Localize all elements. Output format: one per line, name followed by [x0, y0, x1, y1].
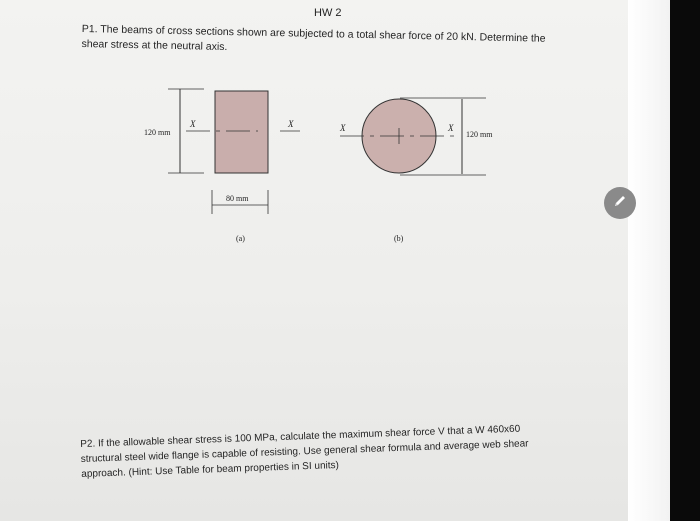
- homework-title: HW 2: [314, 7, 342, 19]
- edit-button[interactable]: [604, 187, 636, 219]
- rectangular-cross-section: [215, 91, 268, 173]
- rect-axis-label-right: X: [288, 119, 294, 129]
- rect-axis-label-left: X: [190, 119, 196, 129]
- problem-2-text: P2. If the allowable shear stress is 100 MPa, calculate the maximum shear force V that a W 460x60 structural steel wide flange is capable of resisting. Use general shear formula and average web shear approach. (Hint: Use Table for beam properties in SI units): [80, 423, 529, 480]
- rect-height-label: 120 mm: [144, 128, 171, 137]
- screen-edge: [628, 0, 670, 521]
- device-bezel: [670, 0, 700, 521]
- circle-axis-label-right: X: [448, 123, 454, 133]
- rect-width-label: 80 mm: [226, 194, 249, 203]
- caption-a: (a): [236, 234, 245, 243]
- circle-axis-label-left: X: [340, 123, 346, 133]
- circle-diameter-label: 120 mm: [466, 130, 493, 139]
- problem-1-text: P1. The beams of cross sections shown are subjected to a total shear force of 20 kN. Determine the shear stress at the neutral axis.: [81, 22, 546, 54]
- caption-b: (b): [394, 234, 404, 243]
- pencil-icon: [612, 193, 628, 214]
